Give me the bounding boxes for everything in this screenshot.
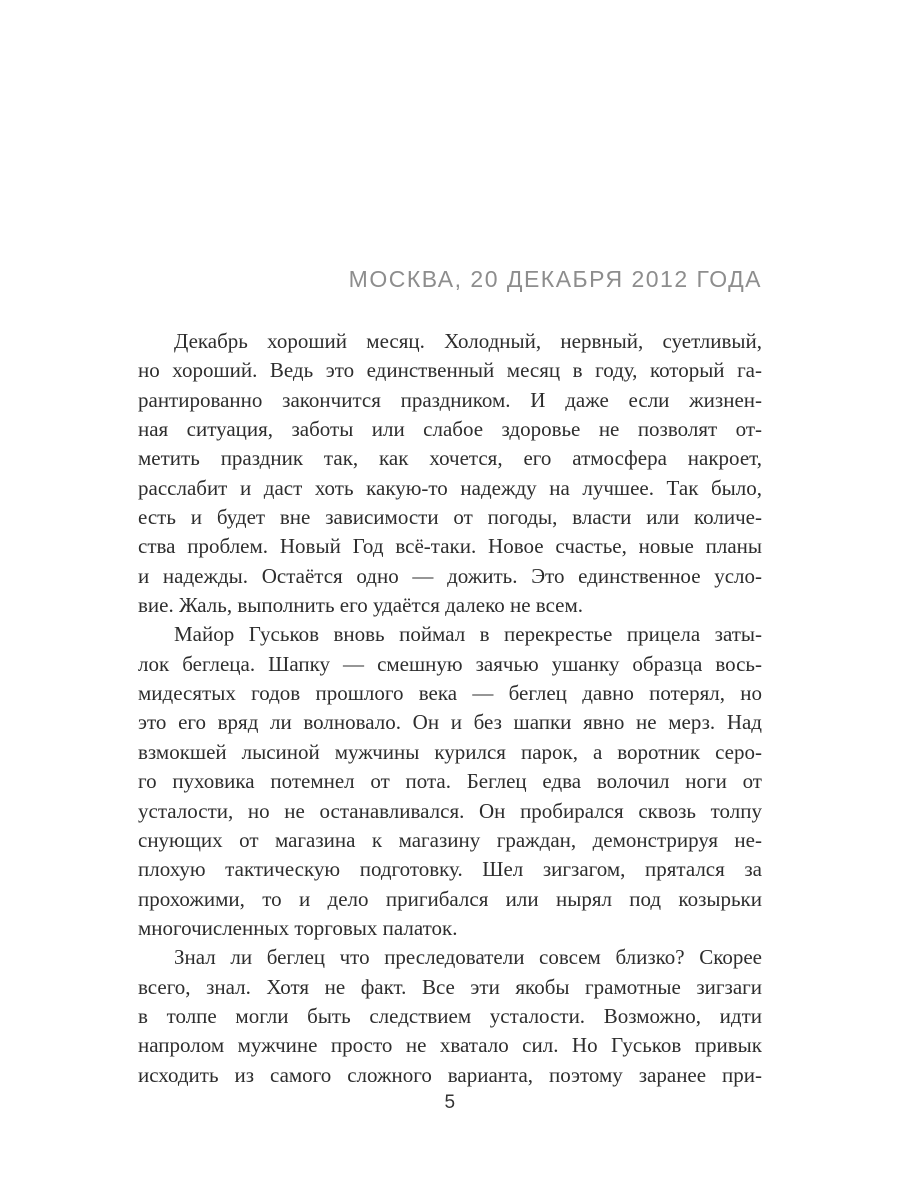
text-line: рантированно закончится праздником. И даже если жизнен- — [138, 387, 762, 412]
chapter-dateline-header: МОСКВА, 20 ДЕКАБРЯ 2012 ГОДА — [348, 266, 762, 292]
text-line: усталости, но не останавливался. Он пробирался сквозь толпу — [138, 798, 762, 823]
text-line: взмокшей лысиной мужчины курился парок, а воротник серо- — [138, 739, 762, 764]
text-line: ная ситуация, заботы или слабое здоровье не позволят от- — [138, 417, 762, 442]
body-text-block — [138, 327, 762, 1090]
text-line: Майор Гуськов вновь поймал в перекрестье прицела заты- — [174, 622, 762, 647]
text-line: есть и будет вне зависимости от погоды, власти или количе- — [138, 505, 762, 530]
text-line: это его вряд ли волновало. Он и без шапки явно не мерз. Над — [138, 710, 762, 735]
text-line: Знал ли беглец что преследователи совсем близко? Скорее — [174, 945, 762, 970]
text-line: вие. Жаль, выполнить его удаётся далеко не всем. — [138, 593, 584, 618]
text-line: плохую тактическую подготовку. Шел зигзагом, прятался за — [138, 857, 762, 882]
text-line: в толпе могли быть следствием усталости. Возможно, идти — [138, 1003, 762, 1028]
text-line: но хороший. Ведь это единственный месяц в году, который га- — [138, 358, 762, 383]
text-line: расслабит и даст хоть какую-то надежду на лучшее. Так было, — [138, 475, 762, 500]
text-line: лок беглеца. Шапку — смешную заячью ушанку образца вось- — [138, 651, 762, 676]
text-line: всего, знал. Хотя не факт. Все эти якобы грамотные зигзаги — [138, 974, 762, 999]
paragraph — [138, 620, 762, 943]
text-line: снующих от магазина к магазину граждан, демонстрируя не- — [138, 827, 762, 852]
text-line: ства проблем. Новый Год всё-таки. Новое счастье, новые планы — [138, 534, 762, 559]
text-line: го пуховика потемнел от пота. Беглец едва волочил ноги от — [138, 769, 762, 794]
text-line: и надежды. Остаётся одно — дожить. Это единственное усло- — [138, 563, 762, 588]
paragraph — [138, 327, 762, 620]
text-line: многочисленных торговых палаток. — [138, 915, 458, 940]
text-line: Декабрь хороший месяц. Холодный, нервный, суетливый, — [174, 329, 762, 353]
text-line: прохожими, то и дело пригибался или нырял под козырьки — [138, 886, 762, 911]
page-number: 5 — [444, 1092, 456, 1113]
text-line: напролом мужчине просто не хватало сил. Но Гуськов привык — [138, 1033, 762, 1058]
text-line: метить праздник так, как хочется, его атмосфера накроет, — [138, 446, 762, 471]
text-line: исходить из самого сложного варианта, поэтому заранее при- — [138, 1062, 762, 1087]
text-line: мидесятых годов прошлого века — беглец давно потерял, но — [138, 681, 762, 706]
paragraph — [138, 943, 762, 1090]
